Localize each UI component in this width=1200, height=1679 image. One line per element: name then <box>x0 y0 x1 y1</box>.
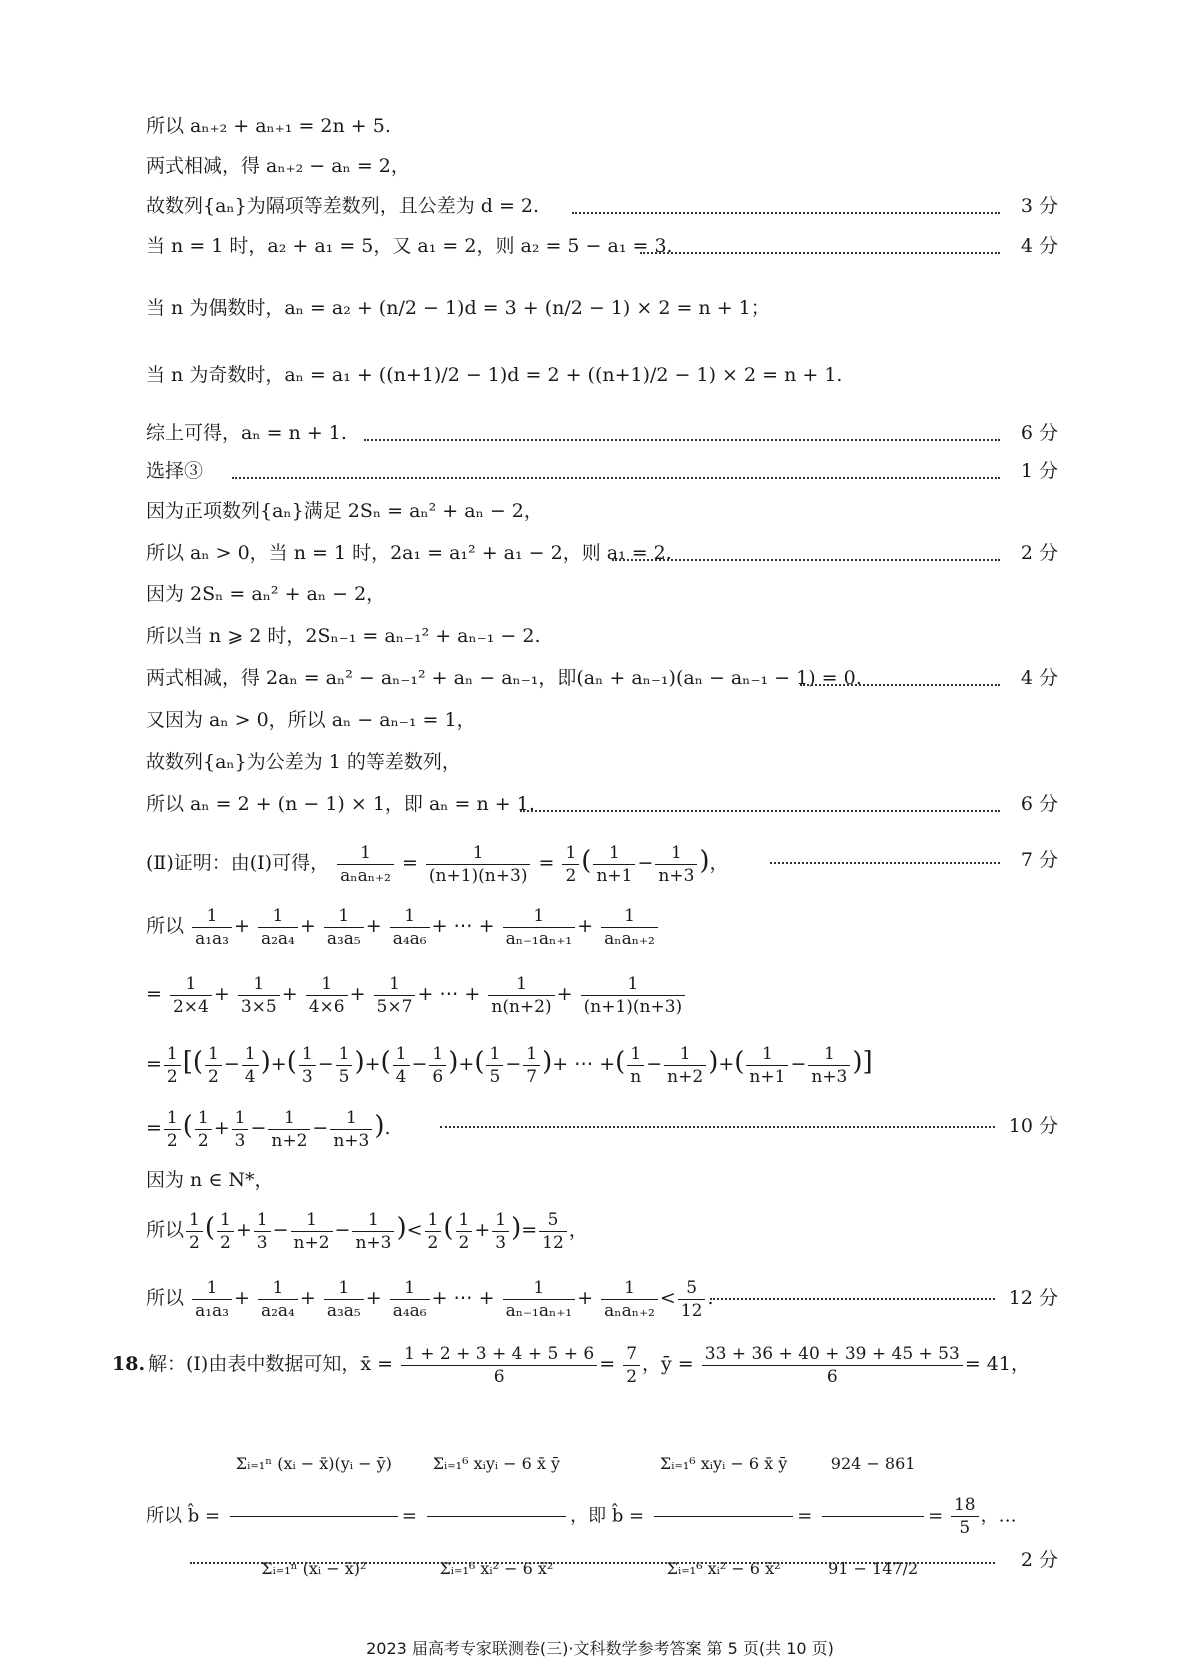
fraction: $\frac{1}{n+3}$ <box>655 842 697 887</box>
proof-line: 所以 $\frac{1}{\text{a₁a₃}}$ + $\frac{1}{\text{a₂a₄}}$ + $\frac{1}{\text{a₃a₅}}$ + $\frac{1}{\text{a₄a₆}}$ + ⋯ + $\frac{1}{\text{aₙ₋₁aₙ₊₁}}$ + $\frac{1}{\text{aₙaₙ₊₂}}$ < $\frac{5}{12}$ . <box>146 1277 714 1321</box>
dot-leader <box>520 810 1000 812</box>
score-label: 1 分 <box>1020 460 1058 482</box>
dot-leader <box>640 252 1000 254</box>
text-line: 当 n 为偶数时，aₙ = a₂ + (n/2 − 1)d = 3 + (n/2 − 1) × 2 = n + 1； <box>146 297 770 319</box>
score-label: 2 分 <box>1020 542 1058 564</box>
dot-leader <box>190 1562 995 1564</box>
text-line: 因为 2Sₙ = aₙ² + aₙ − 2， <box>146 583 386 605</box>
dot-leader <box>232 477 1000 479</box>
text-line: 因为正项数列{aₙ}满足 2Sₙ = aₙ² + aₙ − 2， <box>146 500 543 522</box>
proof-line: = $\frac{1}{2}$ ( $\frac{1}{2}$ + $\frac{1}{3}$ − $\frac{1}{n+2}$ − $\frac{1}{n+3}$ ). <box>146 1107 391 1151</box>
text-line: 选择③ <box>146 460 204 482</box>
dot-leader <box>710 1298 995 1300</box>
fraction: $\frac{1}{\text{aₙaₙ₊₂}}$ <box>337 842 394 887</box>
dot-leader <box>800 684 1000 686</box>
score-label: 6 分 <box>1020 793 1058 815</box>
proof-line: = $\frac{1}{2\times 4}$ + $\frac{1}{3\times 5}$ + $\frac{1}{4\times 6}$ + $\frac{1}{5\times 7}$ + ⋯ + $\frac{1}{n(n+2)}$ + $\frac{1}{(n+1)(n+3)}$ <box>146 966 687 1022</box>
fraction: $\frac{\text{Σᵢ₌₁⁶ xᵢyᵢ − 6 x̄ ȳ}}{\text{Σᵢ₌₁⁶ xᵢ² − 6 x̄²}}$ <box>654 1412 793 1621</box>
proof-line: 因为 n ∈ N*， <box>146 1169 274 1191</box>
text-line: 两式相减，得 aₙ₊₂ − aₙ = 2， <box>146 155 410 177</box>
score-label: 12 分 <box>1008 1287 1058 1309</box>
score-label: 7 分 <box>1020 849 1058 871</box>
proof-line: 所以 $\frac{1}{\text{a₁a₃}}$ + $\frac{1}{\text{a₂a₄}}$ + $\frac{1}{\text{a₃a₅}}$ + $\frac{1}{\text{a₄a₆}}$ + ⋯ + $\frac{1}{\text{aₙ₋₁aₙ₊₁}}$ + $\frac{1}{\text{aₙaₙ₊₂}}$ <box>146 898 660 954</box>
q18-line: 解：(Ⅰ)由表中数据可知，x̄ = $\frac{1 + 2 + 3 + 4 + 5 + 6}{6}$ = $\frac{7}{2}$ ，ȳ = $\frac{33 + 36 + 40 + 39 + 45 + 53}{6}$ = 41， <box>148 1343 1030 1387</box>
text-line: 当 n 为奇数时，aₙ = a₁ + ((n+1)/2 − 1)d = 2 + ((n+1)/2 − 1) × 2 = n + 1. <box>146 364 843 386</box>
fraction: $\frac{924 - 861}{91 - 147/2}$ <box>822 1412 924 1621</box>
proof-intro: (Ⅱ)证明：由(Ⅰ)可得， <box>146 852 330 874</box>
text-line: 当 n = 1 时，a₂ + a₁ = 5，又 a₁ = 2，则 a₂ = 5 − a₁ = 3. <box>146 235 673 257</box>
proof-line: (Ⅱ)证明：由(Ⅰ)可得， $\frac{1}{\text{aₙaₙ₊₂}}$ = $\frac{1}{(n+1)(n+3)}$ = $\frac{1}{2}$ ( $\frac{1}{n+1}$ − $\frac{1}{n+3}$ )， <box>146 842 729 886</box>
score-label: 4 分 <box>1020 235 1058 257</box>
fraction: $\frac{\text{Σᵢ₌₁ⁿ (xᵢ − x̄)(yᵢ − ȳ)}}{\text{Σᵢ₌₁ⁿ (xᵢ − x̄)²}}$ <box>230 1412 398 1621</box>
score-label: 10 分 <box>1008 1115 1058 1137</box>
text-line: 又因为 aₙ > 0，所以 aₙ − aₙ₋₁ = 1， <box>146 709 476 731</box>
text-line: 所以 aₙ₊₂ + aₙ₊₁ = 2n + 5. <box>146 115 391 137</box>
fraction: $\frac{1}{2}$ <box>562 842 579 887</box>
question-number: 18. <box>112 1353 146 1375</box>
score-label: 2 分 <box>1020 1549 1058 1571</box>
q18-line: 所以 b̂ = $\frac{\text{Σᵢ₌₁ⁿ (xᵢ − x̄)(yᵢ − ȳ)}}{\text{Σᵢ₌₁ⁿ (xᵢ − x̄)²}}$ = $\frac{\text{Σᵢ₌₁⁶ xᵢyᵢ − 6 x̄ ȳ}}{\text{Σᵢ₌₁⁶ xᵢ² − 6 x̄²}}$ ，即 b̂ = $\frac{\text{Σᵢ₌₁⁶ xᵢyᵢ − 6 x̄ ȳ}}{\text{Σᵢ₌₁⁶ xᵢ² − 6 x̄²}}$ = $\frac{924 - 861}{91 - 147/2}$ = $\frac{18}{5}$ ，… <box>146 1412 1017 1621</box>
dot-leader <box>612 559 1000 561</box>
score-label: 6 分 <box>1020 422 1058 444</box>
proof-line: 所以 $\frac{1}{2}$ ( $\frac{1}{2}$ + $\frac{1}{3}$ − $\frac{1}{n+2}$ − $\frac{1}{n+3}$ )< $\frac{1}{2}$ ( $\frac{1}{2}$ + $\frac{1}{3}$ )= $\frac{5}{12}$ ， <box>146 1209 588 1253</box>
text-line: 故数列{aₙ}为隔项等差数列，且公差为 d = 2. <box>146 195 540 217</box>
text-line: 故数列{aₙ}为公差为 1 的等差数列， <box>146 751 461 773</box>
dot-leader <box>572 212 1000 214</box>
text-line: 两式相减，得 2aₙ = aₙ² − aₙ₋₁² + aₙ − aₙ₋₁，即(aₙ + aₙ₋₁)(aₙ − aₙ₋₁ − 1) = 0. <box>146 667 862 689</box>
fraction: $\frac{1}{(n+1)(n+3)}$ <box>426 842 531 887</box>
fraction: $\frac{1}{n+1}$ <box>593 842 635 887</box>
text-line: 所以当 n ⩾ 2 时，2Sₙ₋₁ = aₙ₋₁² + aₙ₋₁ − 2. <box>146 625 541 647</box>
dot-leader <box>770 862 1000 864</box>
text-line: 所以 aₙ = 2 + (n − 1) × 1，即 aₙ = n + 1. <box>146 793 535 815</box>
page-footer: 2023 届高考专家联测卷(三)·文科数学参考答案 第 5 页(共 10 页) <box>366 1639 834 1658</box>
score-label: 4 分 <box>1020 667 1058 689</box>
score-label: 3 分 <box>1020 195 1058 217</box>
proof-line: = $\frac{1}{2}$ [( $\frac{1}{2}$ − $\frac{1}{4}$ )+( $\frac{1}{3}$ − $\frac{1}{5}$ )+( $\frac{1}{4}$ − $\frac{1}{6}$ )+( $\frac{1}{5}$ − $\frac{1}{7}$ )+ ⋯ +( $\frac{1}{n}$ − $\frac{1}{n+2}$ )+( $\frac{1}{n+1}$ − $\frac{1}{n+3}$ )] <box>146 1043 873 1087</box>
dot-leader <box>364 439 1000 441</box>
dot-leader <box>440 1126 995 1128</box>
fraction: $\frac{\text{Σᵢ₌₁⁶ xᵢyᵢ − 6 x̄ ȳ}}{\text{Σᵢ₌₁⁶ xᵢ² − 6 x̄²}}$ <box>427 1412 566 1621</box>
text-line: 所以 aₙ > 0，当 n = 1 时，2a₁ = a₁² + a₁ − 2，则 a₁ = 2. <box>146 542 672 564</box>
text-line: 综上可得，aₙ = n + 1. <box>146 422 347 444</box>
